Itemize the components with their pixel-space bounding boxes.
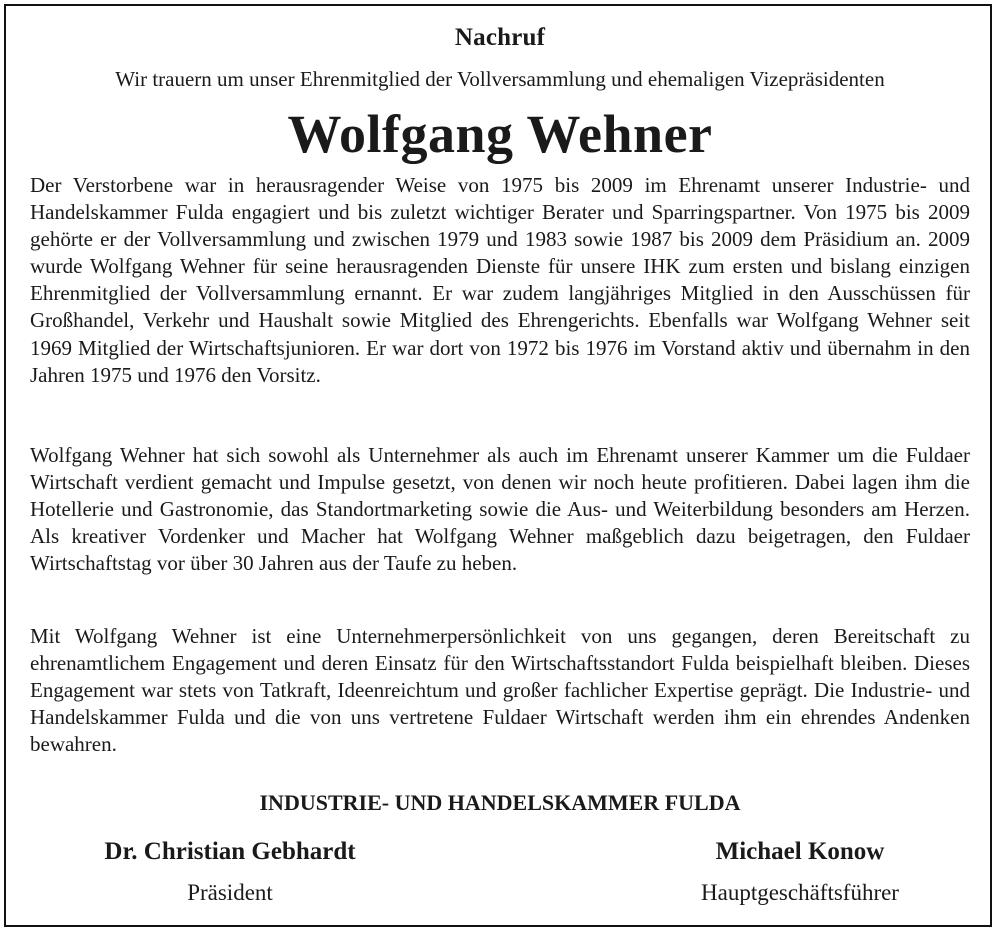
signatory-managing-director bbox=[600, 835, 1000, 908]
notice-heading: Nachruf bbox=[454, 24, 546, 51]
paragraph-merits: Wolfgang Wehner hat sich sowohl als Unternehmer als auch im Ehrenamt unserer Kammer um die Fuldaer Wirtschaft verdient gemacht und Impulse gesetzt, von denen wir noch heute profitieren. Dabei lagen ihm die Hotellerie und Gastronomie, das Standortmarketing sowie die Aus- und Weiterbildung besonders am Herzen. Als kreativer Vordenker und Macher hat Wolfgang Wehner maßgeblich dazu beigetragen, den Fuldaer Wirtschaftstag vor über 30 Jahren aus der Taufe zu heben. bbox=[30, 443, 970, 576]
deceased-name: Wolfgang Wehner bbox=[287, 104, 713, 164]
signatory-name: Michael Konow bbox=[715, 838, 885, 865]
signatory-role: Hauptgeschäftsführer bbox=[701, 880, 899, 905]
paragraph-career: Der Verstorbene war in herausragender Weise von 1975 bis 2009 im Ehrenamt unserer Industrie- und Handelskammer Fulda engagiert und bis zuletzt wichtiger Berater und Sparringspartner. Von 1975 bis 2009 gehörte er der Vollversammlung und zwischen 1979 und 1983 sowie 1987 bis 2009 dem Präsidium an. 2009 wurde Wolfgang Wehner für seine herausragenden Dienste für unsere IHK zum ersten und bislang einzigen Ehrenmitglied der Vollversammlung ernannt. Er war zudem langjähriges Mitglied in den Ausschüssen für Großhandel, Verkehr und Haushalt sowie Mitglied des Ehrengerichts. Ebenfalls war Wolfgang Wehner seit 1969 Mitglied der Wirtschaftsjunioren. Er war dort von 1972 bis 1976 im Vorstand aktiv und übernahm in den Jahren 1975 und 1976 den Vorsitz. bbox=[30, 173, 970, 387]
organization-name: INDUSTRIE- UND HANDELSKAMMER FULDA bbox=[259, 790, 741, 815]
paragraph-tribute: Mit Wolfgang Wehner ist eine Unternehmerpersönlichkeit von uns gegangen, deren Bereitschaft zu ehrenamtlichem Engagement und deren Einsatz für den Wirtschaftsstandort Fulda beispielhaft bleiben. Dieses Engagement war stets von Tatkraft, Ideenreichtum und großer fachlicher Expertise geprägt. Die Industrie- und Handelskammer Fulda und die von uns vertretene Fuldaer Wirtschaft werden ihm ein ehrendes Andenken bewahren. bbox=[30, 624, 970, 757]
signatory-president bbox=[30, 835, 430, 908]
notice-subheading: Wir trauern um unser Ehrenmitglied der Vollversammlung und ehemaligen Vizepräsidenten bbox=[115, 67, 885, 91]
signatory-role: Präsident bbox=[187, 880, 273, 905]
signatory-name: Dr. Christian Gebhardt bbox=[104, 838, 356, 865]
